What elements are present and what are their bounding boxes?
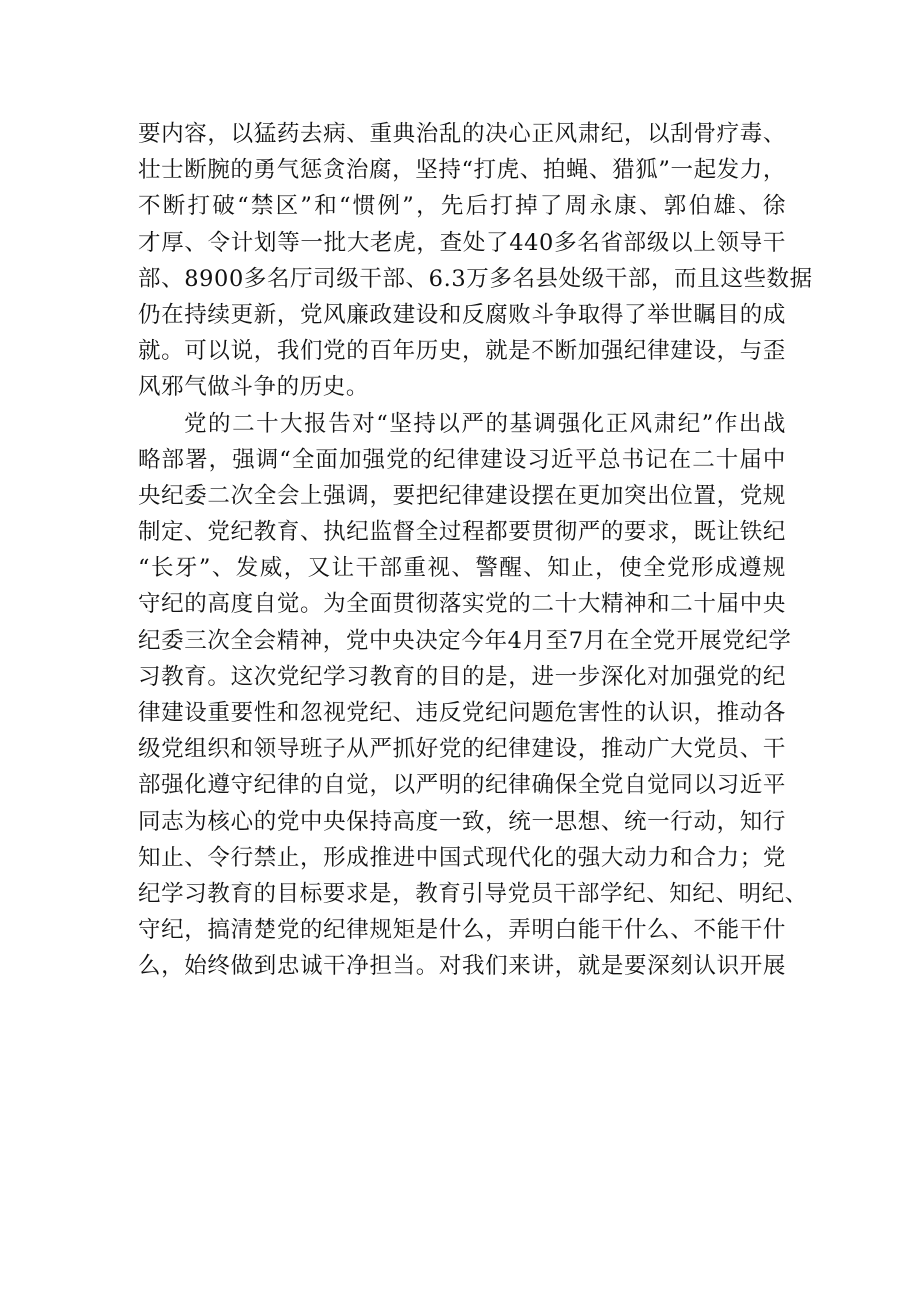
paragraph-2-line: 部强化遵守纪律的自觉，以严明的纪律确保全党自觉同以习近平 bbox=[138, 772, 786, 799]
paragraph-2-line: 守纪，搞清楚党的纪律规矩是什么，弄明白能干什么、不能干什 bbox=[138, 917, 786, 944]
paragraph-2-line: 级党组织和领导班子从严抓好党的纪律建设，推动广大党员、干 bbox=[138, 736, 786, 763]
paragraph-1-line: 壮士断腕的勇气惩贪治腐，坚持“打虎、拍蝇、猎狐”一起发力， bbox=[138, 157, 786, 184]
paragraph-1-line: 才厚、令计划等一批大老虎，查处了440多名省部级以上领导干 bbox=[138, 229, 786, 256]
paragraph-1-last-line: 风邪气做斗争的历史。 bbox=[138, 374, 370, 401]
paragraph-2-line: 同志为核心的党中央保持高度一致，统一思想、统一行动，知行 bbox=[138, 808, 786, 835]
paragraph-2-line: 略部署，强调“全面加强党的纪律建设习近平总书记在二十届中 bbox=[138, 446, 786, 473]
body-text bbox=[138, 116, 813, 985]
paragraph-2-line: 习教育。这次党纪学习教育的目的是，进一步深化对加强党的纪 bbox=[138, 663, 786, 690]
paragraph-2-line: 制定、党纪教育、执纪监督全过程都要贯彻严的要求，既让铁纪 bbox=[138, 519, 786, 546]
paragraph-2-line: 守纪的高度自觉。为全面贯彻落实党的二十大精神和二十届中央 bbox=[138, 591, 786, 618]
paragraph-2-line: 纪学习教育的目标要求是，教育引导党员干部学纪、知纪、明纪、 bbox=[138, 880, 808, 907]
paragraph-2-line: 么，始终做到忠诚干净担当。对我们来讲，就是要深刻认识开展 bbox=[138, 953, 786, 980]
paragraph-1-line: 要内容，以猛药去病、重典治乱的决心正风肃纪，以刮骨疗毒、 bbox=[138, 121, 786, 147]
paragraph-2-line: “长牙”、发威，又让干部重视、警醒、知止，使全党形成遵规 bbox=[138, 555, 786, 582]
paragraph-2-line: 纪委三次全会精神，党中央决定今年4月至7月在全党开展党纪学 bbox=[138, 627, 792, 654]
paragraph-2-line: 律建设重要性和忽视党纪、违反党纪问题危害性的认识，推动各 bbox=[138, 700, 786, 726]
paragraph-2-line: 知止、令行禁止，形成推进中国式现代化的强大动力和合力；党 bbox=[138, 844, 786, 871]
paragraph-2-first-line: 党的二十大报告对“坚持以严的基调强化正风肃纪”作出战 bbox=[184, 410, 786, 437]
paragraph-2-line: 央纪委二次全会上强调，要把纪律建设摆在更加突出位置，党规 bbox=[138, 482, 786, 509]
paragraph-1-line: 就。可以说，我们党的百年历史，就是不断加强纪律建设，与歪 bbox=[138, 338, 786, 365]
paragraph-1-line: 仍在持续更新，党风廉政建设和反腐败斗争取得了举世瞩目的成 bbox=[138, 301, 786, 328]
paragraph-1-line: 不断打破“禁区”和“惯例”，先后打掉了周永康、郭伯雄、徐 bbox=[138, 193, 786, 220]
paragraph-1-line: 部、8900多名厅司级干部、6.3万多名县处级干部，而且这些数据 bbox=[138, 265, 813, 292]
